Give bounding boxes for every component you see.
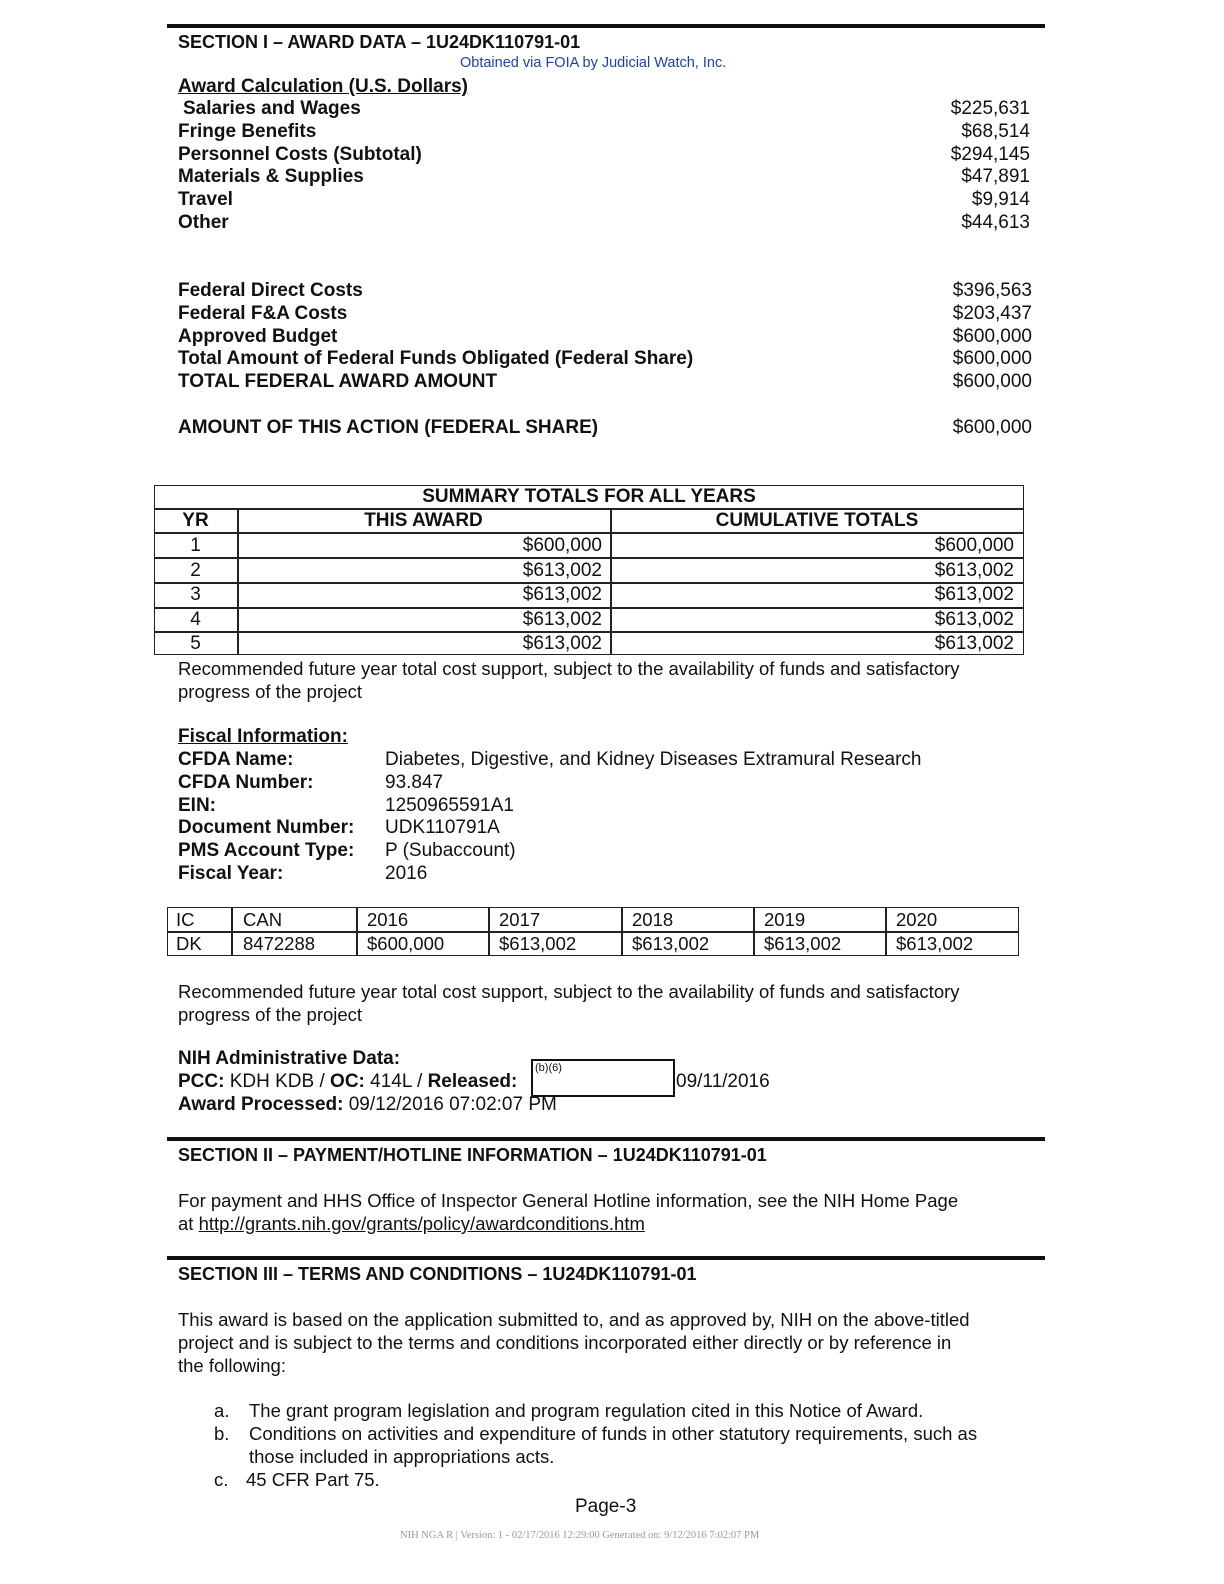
section3-intro-line: project and is subject to the terms and conditions incorporated either directly or by reference in: [178, 1332, 952, 1353]
fiscal-label: Fiscal Year:: [178, 862, 284, 884]
summary-note: [178, 657, 960, 703]
ic-header: 2016: [367, 909, 409, 930]
section1-title: SECTION I – AWARD DATA – 1U24DK110791-01: [178, 32, 581, 52]
ic-col-divider: [356, 907, 358, 956]
ic-note: [178, 980, 960, 1026]
pcc-label: PCC:: [178, 1071, 225, 1092]
summary-yr: 2: [190, 560, 201, 581]
ic-cell: $613,002: [499, 933, 577, 954]
action-label: AMOUNT OF THIS ACTION (FEDERAL SHARE): [178, 417, 599, 438]
ic-col-divider: [885, 907, 887, 956]
ic-cell: $613,002: [764, 933, 842, 954]
cost-value: $47,891: [961, 166, 1030, 188]
summary-this-award: $600,000: [522, 535, 602, 556]
list-text-block: [249, 1422, 977, 1468]
federal-value: $203,437: [952, 302, 1032, 324]
summary-this-award: $613,002: [522, 609, 602, 630]
section1-top-rule: [167, 24, 1045, 28]
fiscal-value: 2016: [385, 862, 428, 884]
ic-cell: $600,000: [367, 933, 445, 954]
list-text: those included in appropriations acts.: [249, 1446, 555, 1467]
ic-header: CAN: [243, 909, 283, 930]
list-text: 45 CFR Part 75.: [246, 1469, 380, 1490]
ic-header: 2020: [896, 909, 938, 930]
released-label: Released:: [427, 1071, 518, 1092]
federal-value: $600,000: [952, 325, 1032, 347]
section2-title: SECTION II – PAYMENT/HOTLINE INFORMATION – 1U24DK110791-01: [178, 1145, 767, 1165]
ic-col-divider: [753, 907, 755, 956]
federal-items-labels: [178, 280, 693, 394]
federal-label: Total Amount of Federal Funds Obligated (Federal Share): [178, 348, 694, 370]
ic-note-line: progress of the project: [178, 1004, 363, 1025]
summary-this-award: $613,002: [522, 560, 602, 581]
cost-label: Fringe Benefits: [178, 120, 317, 142]
summary-cumulative: $600,000: [934, 535, 1014, 556]
fiscal-label: EIN:: [178, 794, 216, 816]
nih-admin-heading: NIH Administrative Data:: [178, 1048, 401, 1069]
redaction-label: (b)(6): [535, 1062, 562, 1074]
cost-value: $225,631: [950, 98, 1030, 119]
foia-note: Obtained via FOIA by Judicial Watch, Inc.: [460, 55, 727, 71]
summary-header-cumulative: CUMULATIVE TOTALS: [715, 510, 919, 531]
federal-value: $600,000: [952, 348, 1032, 370]
oc-label: OC:: [330, 1071, 365, 1092]
redaction-box: [531, 1059, 675, 1097]
ic-note-line: Recommended future year total cost support, subject to the availability of funds and satisfactory: [178, 981, 960, 1002]
cost-items-labels: [178, 98, 422, 235]
section3-intro-line: the following:: [178, 1355, 286, 1376]
summary-cumulative: $613,002: [934, 560, 1014, 581]
fiscal-label: Document Number:: [178, 817, 355, 839]
section3-title: SECTION III – TERMS AND CONDITIONS – 1U24DK110791-01: [178, 1264, 697, 1284]
fiscal-label: CFDA Number:: [178, 771, 314, 793]
pcc-value: KDH KDB /: [229, 1071, 325, 1092]
award-conditions-link[interactable]: http://grants.nih.gov/grants/policy/awardconditions.htm: [198, 1213, 645, 1234]
ic-cell: $613,002: [896, 933, 974, 954]
federal-label: Federal Direct Costs: [178, 280, 363, 301]
section2-rule: [167, 1137, 1045, 1141]
cost-value: $44,613: [961, 211, 1030, 233]
fiscal-value: Diabetes, Digestive, and Kidney Diseases Extramural Research: [385, 749, 922, 770]
oc-value: 414L /: [370, 1071, 423, 1092]
fiscal-value: 1250965591A1: [385, 794, 514, 816]
federal-items-values: [880, 280, 1032, 394]
summary-cumulative: $613,002: [934, 633, 1014, 654]
section3-rule: [167, 1256, 1045, 1260]
summary-header-this-award: THIS AWARD: [364, 510, 483, 531]
list-item: [214, 1422, 1044, 1468]
summary-cumulative: $613,002: [934, 609, 1014, 630]
list-marker: c.: [214, 1469, 229, 1490]
section2-line: For payment and HHS Office of Inspector General Hotline information, see the NIH Home Page: [178, 1190, 959, 1211]
award-calc-heading: Award Calculation (U.S. Dollars): [178, 76, 468, 97]
action-value: $600,000: [952, 417, 1032, 438]
section3-intro: [178, 1308, 970, 1377]
ic-cell: DK: [176, 933, 202, 954]
section2-at: at: [178, 1213, 194, 1234]
ic-col-divider: [621, 907, 623, 956]
section3-intro-line: This award is based on the application submitted to, and as approved by, NIH on the above-titled: [178, 1309, 970, 1330]
ic-cell: $613,002: [632, 933, 710, 954]
ic-header: 2019: [764, 909, 806, 930]
summary-cumulative: $613,002: [934, 584, 1014, 605]
fiscal-value: P (Subaccount): [385, 840, 516, 862]
processed-value: 09/12/2016 07:02:07 PM: [348, 1094, 557, 1115]
summary-yr: 1: [190, 535, 201, 556]
ic-cell: 8472288: [243, 933, 316, 954]
federal-label: TOTAL FEDERAL AWARD AMOUNT: [178, 371, 498, 393]
fiscal-heading: Fiscal Information:: [178, 726, 348, 747]
cost-value: $68,514: [961, 120, 1030, 142]
cost-label: Materials & Supplies: [178, 166, 364, 188]
summary-yr: 4: [190, 609, 201, 630]
cost-items-values: [880, 98, 1030, 235]
list-item: [214, 1468, 1044, 1491]
summary-note-line: progress of the project: [178, 681, 363, 702]
section2-line2: [178, 1212, 958, 1235]
list-marker: a.: [214, 1400, 230, 1421]
summary-this-award: $613,002: [522, 633, 602, 654]
fiscal-value: 93.847: [385, 771, 444, 793]
summary-this-award: $613,002: [522, 584, 602, 605]
section2-text: [178, 1189, 958, 1235]
fiscal-label: CFDA Name:: [178, 749, 294, 770]
federal-label: Approved Budget: [178, 325, 338, 347]
summary-yr: 5: [190, 633, 201, 654]
fiscal-values: [385, 749, 921, 886]
ic-col-divider: [231, 907, 233, 956]
list-text: The grant program legislation and program regulation cited in this Notice of Award.: [249, 1400, 924, 1421]
ic-header: 2018: [632, 909, 674, 930]
federal-value: $396,563: [952, 280, 1032, 301]
summary-note-line: Recommended future year total cost support, subject to the availability of funds and satisfactory: [178, 658, 960, 679]
fiscal-value: UDK110791A: [385, 817, 500, 839]
fiscal-label: PMS Account Type:: [178, 840, 355, 862]
summary-yr: 3: [190, 584, 201, 605]
cost-label: Personnel Costs (Subtotal): [178, 143, 422, 165]
list-marker: b.: [214, 1423, 230, 1444]
list-item: [214, 1399, 1044, 1422]
pcc-line: [178, 1071, 517, 1093]
cost-label: Salaries and Wages: [183, 98, 361, 119]
ic-header: IC: [176, 909, 195, 930]
cost-value: $294,145: [950, 143, 1030, 165]
summary-title: SUMMARY TOTALS FOR ALL YEARS: [422, 486, 756, 507]
cost-label: Other: [178, 211, 229, 233]
cost-label: Travel: [178, 189, 233, 211]
summary-header-yr: YR: [182, 510, 209, 531]
processed-line: [178, 1094, 557, 1116]
list-text: Conditions on activities and expenditure of funds in other statutory requirements, such as: [249, 1423, 978, 1444]
processed-label: Award Processed:: [178, 1094, 344, 1115]
cost-value: $9,914: [971, 189, 1030, 211]
footer-version: NIH NGA R | Version: 1 - 02/17/2016 12:29:00 Generated on: 9/12/2016 7:02:07 PM: [400, 1530, 760, 1541]
page-number: Page-3: [575, 1496, 637, 1517]
terms-list: [214, 1399, 1044, 1491]
ic-header: 2017: [499, 909, 541, 930]
ic-col-divider: [488, 907, 490, 956]
federal-label: Federal F&A Costs: [178, 302, 348, 324]
released-date: 09/11/2016: [676, 1071, 770, 1092]
federal-value: $600,000: [952, 371, 1032, 393]
fiscal-labels: [178, 749, 354, 886]
